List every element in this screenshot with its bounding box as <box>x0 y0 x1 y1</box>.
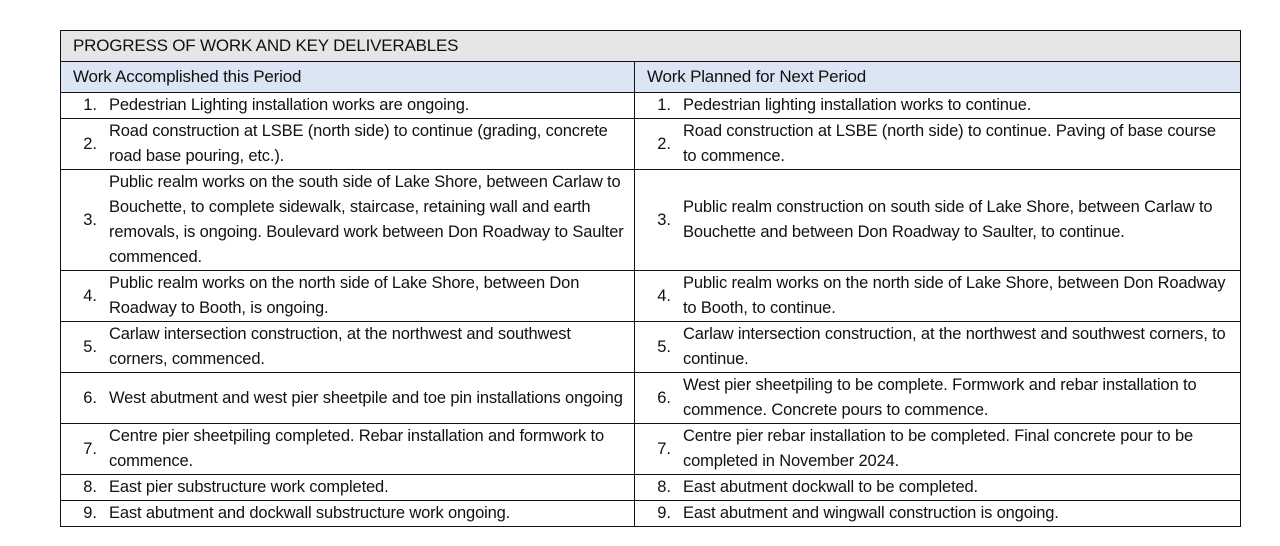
table-row <box>61 119 1241 170</box>
item-number: 7. <box>657 439 671 458</box>
cell-content <box>635 93 1240 118</box>
accomplished-cell <box>61 424 635 475</box>
table-title: PROGRESS OF WORK AND KEY DELIVERABLES <box>61 31 1241 62</box>
table-body <box>61 93 1241 527</box>
item-number: 3. <box>83 210 97 229</box>
item-number: 8. <box>83 478 97 496</box>
item-text: Pedestrian Lighting installation works are ongoing. <box>109 96 470 114</box>
cell-content <box>635 195 1240 245</box>
item-number: 5. <box>83 337 97 356</box>
cell-content <box>635 119 1240 169</box>
item-number: 7. <box>83 439 97 458</box>
progress-document <box>60 30 1240 527</box>
planned-cell <box>635 373 1241 424</box>
cell-content <box>61 475 634 500</box>
accomplished-cell <box>61 475 635 501</box>
planned-cell <box>635 93 1241 119</box>
item-text: East abutment and wingwall construction is ongoing. <box>683 504 1059 522</box>
cell-content <box>61 386 634 411</box>
item-number: 8. <box>657 478 671 496</box>
header-row <box>61 62 1241 93</box>
item-number: 2. <box>657 134 671 153</box>
planned-cell <box>635 271 1241 322</box>
cell-content <box>635 373 1240 423</box>
item-text: West pier sheetpiling to be complete. Formwork and rebar installation to commence. Concrete pours to commence. <box>683 376 1197 419</box>
item-text: Public realm works on the north side of Lake Shore, between Don Roadway to Booth, is ongoing. <box>109 274 580 317</box>
item-number: 9. <box>83 504 97 522</box>
item-number: 4. <box>657 286 671 305</box>
progress-table <box>60 30 1241 527</box>
cell-content <box>635 501 1240 526</box>
cell-content <box>61 271 634 321</box>
item-text: Public realm works on the north side of Lake Shore, between Don Roadway to Booth, to continue. <box>683 274 1226 317</box>
cell-content <box>61 424 634 474</box>
table-row <box>61 170 1241 271</box>
planned-cell <box>635 170 1241 271</box>
item-text: Centre pier sheetpiling completed. Rebar installation and formwork to commence. <box>109 427 604 470</box>
accomplished-cell <box>61 373 635 424</box>
item-text: East abutment and dockwall substructure work ongoing. <box>109 504 511 522</box>
table-row <box>61 373 1241 424</box>
item-number: 1. <box>657 96 671 114</box>
item-text: Carlaw intersection construction, at the northwest and southwest corners, commenced. <box>109 325 571 368</box>
cell-content <box>61 501 634 526</box>
accomplished-cell <box>61 322 635 373</box>
item-number: 1. <box>83 96 97 114</box>
item-text: West abutment and west pier sheetpile and toe pin installations ongoing <box>109 388 623 407</box>
planned-cell <box>635 119 1241 170</box>
accomplished-cell <box>61 501 635 527</box>
cell-content <box>635 424 1240 474</box>
item-number: 6. <box>83 388 97 407</box>
planned-cell <box>635 322 1241 373</box>
item-text: Road construction at LSBE (north side) to continue (grading, concrete road base pouring, etc.). <box>109 122 608 165</box>
table-row <box>61 424 1241 475</box>
cell-content <box>61 170 634 270</box>
cell-content <box>61 119 634 169</box>
table-row <box>61 475 1241 501</box>
accomplished-cell <box>61 170 635 271</box>
cell-content <box>635 322 1240 372</box>
item-text: Road construction at LSBE (north side) to continue. Paving of base course to commence. <box>683 122 1216 165</box>
item-text: East pier substructure work completed. <box>109 478 389 496</box>
cell-content <box>635 475 1240 500</box>
column-header-planned: Work Planned for Next Period <box>635 62 1241 93</box>
table-row <box>61 501 1241 527</box>
cell-content <box>61 93 634 118</box>
item-text: East abutment dockwall to be completed. <box>683 478 978 496</box>
table-row <box>61 271 1241 322</box>
cell-content <box>61 322 634 372</box>
item-text: Centre pier rebar installation to be completed. Final concrete pour to be completed in November 2024. <box>683 427 1194 470</box>
item-number: 5. <box>657 337 671 356</box>
item-text: Public realm construction on south side of Lake Shore, between Carlaw to Bouchette and between Don Roadway to Saulter, to continue. <box>683 198 1213 241</box>
item-text: Carlaw intersection construction, at the northwest and southwest corners, to continue. <box>683 325 1226 368</box>
item-number: 3. <box>657 210 671 229</box>
cell-content <box>635 271 1240 321</box>
table-row <box>61 322 1241 373</box>
planned-cell <box>635 501 1241 527</box>
item-text: Public realm works on the south side of Lake Shore, between Carlaw to Bouchette, to complete sidewalk, staircase, retaining wall and earth removals, is ongoing. Boulevard work between Don Roadway to Saulter commenced. <box>109 173 624 266</box>
item-number: 4. <box>83 286 97 305</box>
title-row <box>61 31 1241 62</box>
item-number: 9. <box>657 504 671 522</box>
planned-cell <box>635 475 1241 501</box>
table-row <box>61 93 1241 119</box>
accomplished-cell <box>61 93 635 119</box>
item-number: 6. <box>657 388 671 407</box>
column-header-accomplished: Work Accomplished this Period <box>61 62 635 93</box>
accomplished-cell <box>61 119 635 170</box>
item-text: Pedestrian lighting installation works to continue. <box>683 96 1032 114</box>
item-number: 2. <box>83 134 97 153</box>
planned-cell <box>635 424 1241 475</box>
accomplished-cell <box>61 271 635 322</box>
